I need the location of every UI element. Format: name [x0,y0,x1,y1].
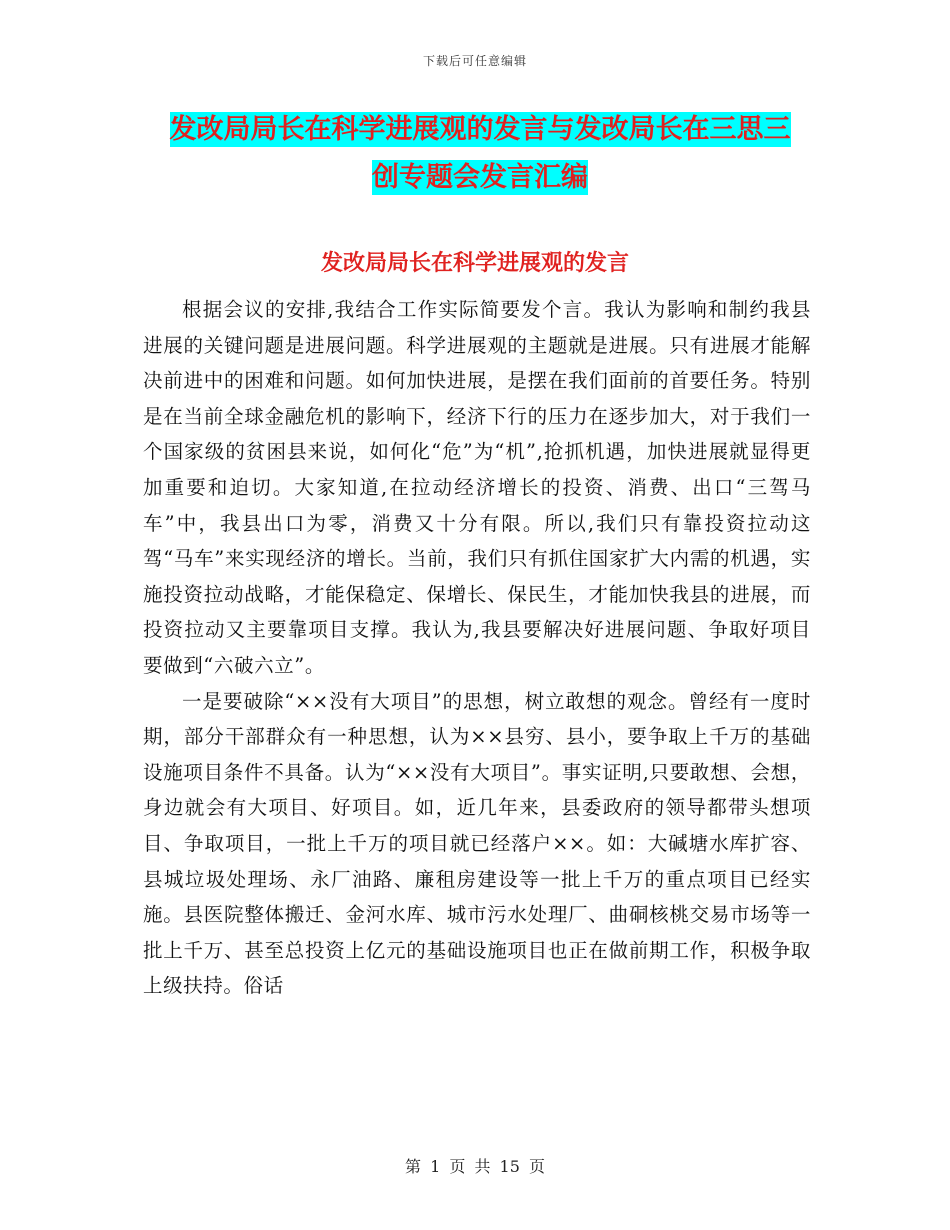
section-title: 发改局局长在科学进展观的发言 [320,251,629,276]
document-title [140,106,820,202]
body-text [143,292,811,1004]
header-note: 下载后可任意编辑 [422,54,527,68]
page-footer: 第 1 页 共 15 页 [405,1157,545,1176]
document-title-line-1: 发改局局长在科学进展观的发言与发改局长在三思三 [169,114,791,145]
document-title-line-2: 创专题会发言汇编 [372,162,588,193]
paragraph-1: 根据会议的安排,我结合工作实际简要发个言。我认为影响和制约我县进展的关键问题是进展问题。科学进展观的主题就是进展。只有进展才能解决前进中的困难和问题。如何加快进展，是摆在我们面前的首要任务。特别是在当前全球金融危机的影响下，经济下行的压力在逐步加大，对于我们一个国家级的贫困县来说，如何化“危”为“机”,抢抓机遇，加快进展就显得更加重要和迫切。大家知道,在拉动经济增长的投资、消费、出口“三驾马车”中，我县出口为零，消费又十分有限。所以,我们只有靠投资拉动这驾“马车”来实现经济的增长。当前，我们只有抓住国家扩大内需的机遇，实施投资拉动战略，才能保稳定、保增长、保民生，才能加快我县的进展，而投资拉动又主要靠项目支撑。我认为,我县要解决好进展问题、争取好项目要做到“六破六立”。 [143,298,811,677]
paragraph-2: 一是要破除“××没有大项目”的思想，树立敢想的观念。曾经有一度时期，部分干部群众有一种思想，认为××县穷、县小，要争取上千万的基础设施项目条件不具备。认为“××没有大项目”。事实证明,只要敢想、会想，身边就会有大项目、好项目。如，近几年来，县委政府的领导都带头想项目、争取项目，一批上千万的项目就已经落户××。如：大碱塘水库扩容、县城垃圾处理场、永厂油路、廉租房建设等一批上千万的重点项目已经实施。县医院整体搬迁、金河水库、城市污水处理厂、曲硐核桃交易市场等一批上千万、甚至总投资上亿元的基础设施项目也正在做前期工作，积极争取上级扶持。俗话 [143,689,811,998]
